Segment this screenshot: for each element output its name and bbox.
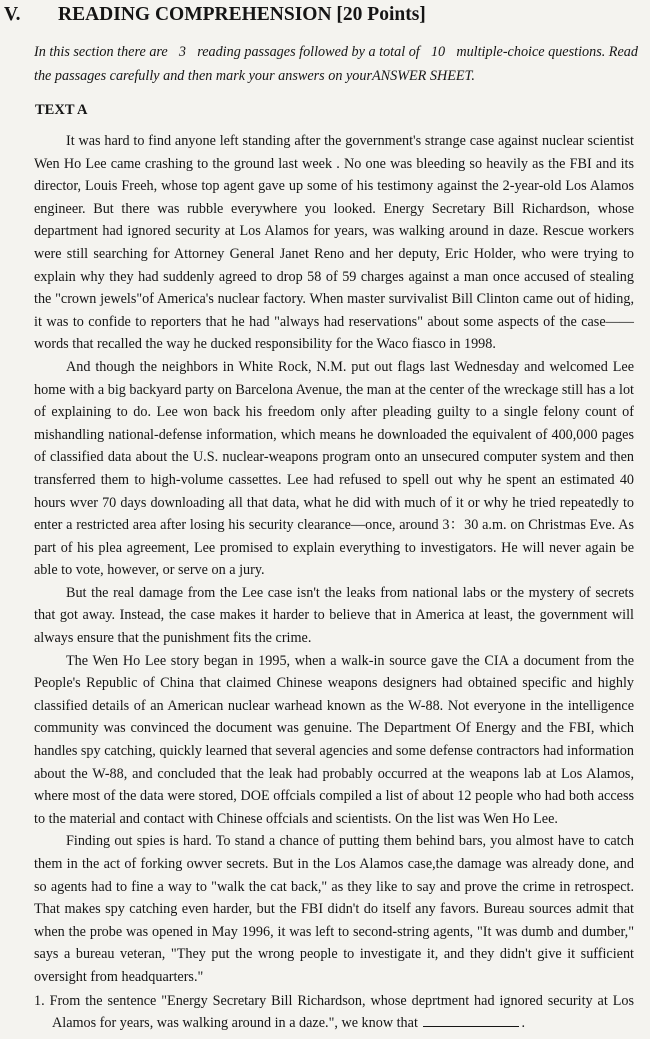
- instructions-part: reading passages followed by a total of: [197, 44, 420, 60]
- passage-paragraph: It was hard to find anyone left standing after the government's strange case against nuclear scientist Wen Ho Lee came crashing to the ground last week . No one was bleeding so heavily as the FBI and its director, Louis Freeh, whose top agent gave up some of his testimony against the 2-year-old Los Alamos engineer. But there was rubble everywhere you looked. Energy Secretary Bill Richardson, whose department had ignored security at Los Alamos for years, was walking around in daze. Rescue workers were still searching for Attorney General Janet Reno and her deputy, Eric Holder, who were trying to explain why they had suddenly agreed to drop 58 of 59 charges against a man once accused of stealing the "crown jewels"of America's nuclear factory. When master survivalist Bill Clinton came out of hiding, it was to confide to reporters that he had "always had reservations" about some aspects of the case——words that recalled the way he ducked responsibility for the Waco fiasco in 1998.: [34, 133, 634, 353]
- instructions: [34, 40, 638, 88]
- passage-paragraph: But the real damage from the Lee case isn't the leaks from national labs or the mystery of secrets that got away. Instead, the case makes it harder to believe that in America at least, the government will always ensure that the punishment fits the crime.: [34, 584, 634, 647]
- text-label: TEXT A: [35, 102, 88, 118]
- question-end: .: [521, 1015, 525, 1031]
- instructions-part: In this section there are: [34, 44, 168, 60]
- passage-count: 3: [178, 44, 186, 60]
- question-count: 10: [430, 44, 446, 60]
- answer-sheet-label: ANSWER SHEET.: [371, 68, 475, 84]
- passage-paragraph: The Wen Ho Lee story began in 1995, when a walk-in source gave the CIA a document from the People's Republic of China that claimed Chinese weapons designers had obtained specific and highly classified details of an American nuclear warhead known as the W-88. Not everyone in the intelligence community was convinced the document was genuine. The Department Of Energy and the FBI, which handles spy catching, quickly learned that several agencies and some defense contractors had information about the W-88, and concluded that the leak had probably occurred at the weapons lab at Los Alamos, where most of the data were stored, DOE offcials compiled a list of about 12 people who had both access to the material and contact with Chinese offcials and scientists. On the list was Wen Ho Lee.: [34, 652, 634, 827]
- question-stem: From the sentence "Energy Secretary Bill Richardson, whose deprtment had ignored security at Los Alamos for years, was walking around in a daze.", we know that: [49, 993, 634, 1031]
- passage-paragraph: And though the neighbors in White Rock, N.M. put out flags last Wednesday and welcomed Lee home with a big backyard party on Barcelona Avenue, the man at the center of the wreckage still has a lot of explaining to do. Lee won back his freedom only after pleading guilty to a single felony count of mishandling national-defense information, which means he downloaded the equivalent of 400,000 pages of classified data about the U.S. nuclear-weapons program onto an unsecured computer system and then transferred them to high-volume cassettes. Lee had refused to spell out why he spent an estimated 40 hours wver 70 days downloading all that data, what he did with much of it or why he tried repeatedly to enter a restricted area after losing his security clearance—once, around 3：30 a.m. on Christmas Eve. As part of his plea agreement, Lee promised to explain everything to investigators. He will never again be able to vote, however, or serve on a jury.: [34, 358, 634, 579]
- question-number: 1.: [34, 993, 45, 1009]
- passage-paragraph: Finding out spies is hard. To stand a chance of putting them behind bars, you almost have to catch them in the act of forking owver secrets. But in the Los Alamos case,the damage was already done, and so agents had to fine a way to "walk the cat back," as they like to say and prove the crime in retrospect. That makes spy catching even harder, but the FBI didn't do itself any favors. Bureau sources admit that when the probe was opened in May 1996, it was left to second-string agents, "It was dumb and dumber," says a bureau veteran, "They put the wrong people to investigate it, and they didn't give it sufficient oversight from headquarters.": [34, 833, 634, 985]
- section-number: V.: [4, 4, 21, 25]
- reading-passage: [34, 130, 634, 989]
- question-text-block: [8, 990, 634, 1034]
- question-item: [8, 990, 634, 1034]
- section-heading: [4, 3, 644, 27]
- section-title: READING COMPREHENSION [20 Points]: [58, 4, 426, 25]
- instructions-part: multiple-choice questions. Read: [456, 44, 638, 60]
- answer-blank[interactable]: [423, 1014, 519, 1027]
- instructions-part: the passages carefully and then mark your answers on your: [34, 68, 372, 84]
